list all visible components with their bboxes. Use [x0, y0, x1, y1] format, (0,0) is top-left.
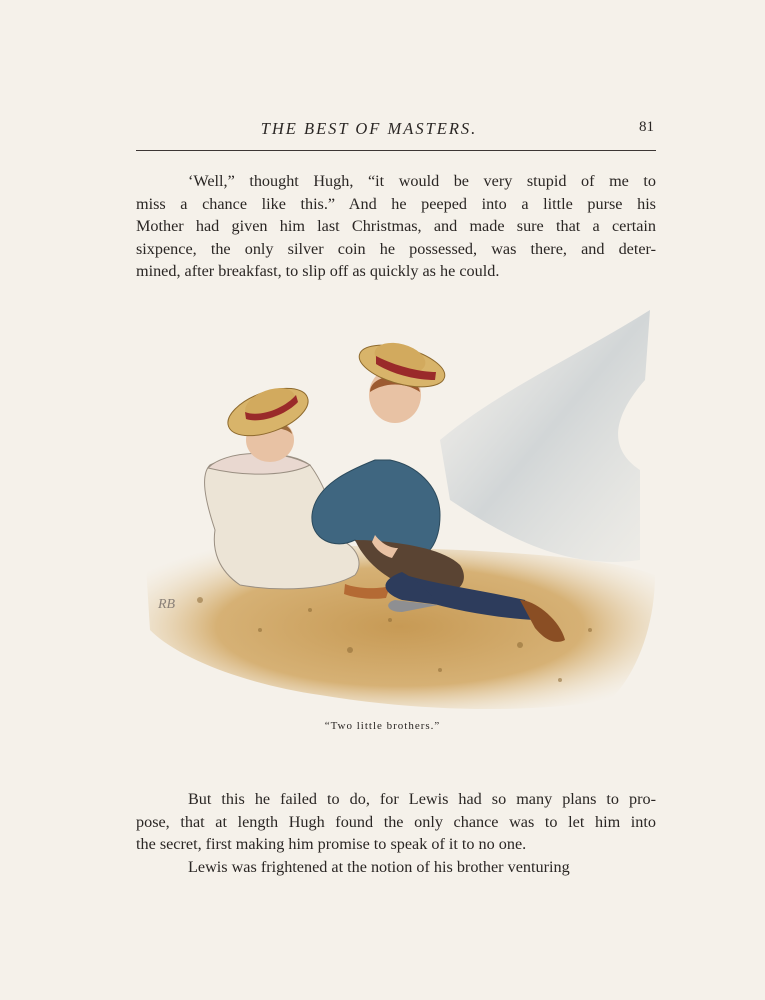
text-line: But this he failed to do, for Lewis had so many plans to pro-	[188, 790, 656, 808]
text-line: the secret, first making him promise to speak of it to no one.	[136, 835, 527, 853]
illustration-caption	[0, 720, 765, 732]
text-line: Lewis was frightened at the notion of his brother venturing	[188, 857, 570, 876]
sky-wash	[440, 310, 650, 562]
running-head	[136, 118, 656, 142]
text-line: mined, after breakfast, to slip off as quickly as he could.	[136, 262, 500, 280]
text-line: sixpence, the only silver coin he possessed, was there, and deter-	[136, 239, 656, 258]
header-rule	[136, 150, 656, 151]
page-number: 81	[639, 119, 654, 135]
paragraph-1	[136, 170, 656, 283]
caption-text: “Two little brothers.”	[324, 720, 441, 732]
running-title: THE BEST OF MASTERS.	[260, 119, 478, 138]
text-line: ‘Well,” thought Hugh, “it would be very stupid of me to	[188, 172, 656, 190]
text-line: pose, that at length Hugh found the only chance was to let him into	[136, 812, 656, 831]
artist-monogram: RB	[158, 597, 176, 612]
paragraph-2	[136, 788, 656, 878]
text-line: Mother had given him last Christmas, and made sure that a certain	[136, 217, 656, 235]
text-line: miss a chance like this.” And he peeped into a little purse his	[136, 194, 656, 213]
illustration-two-boys	[140, 300, 660, 720]
